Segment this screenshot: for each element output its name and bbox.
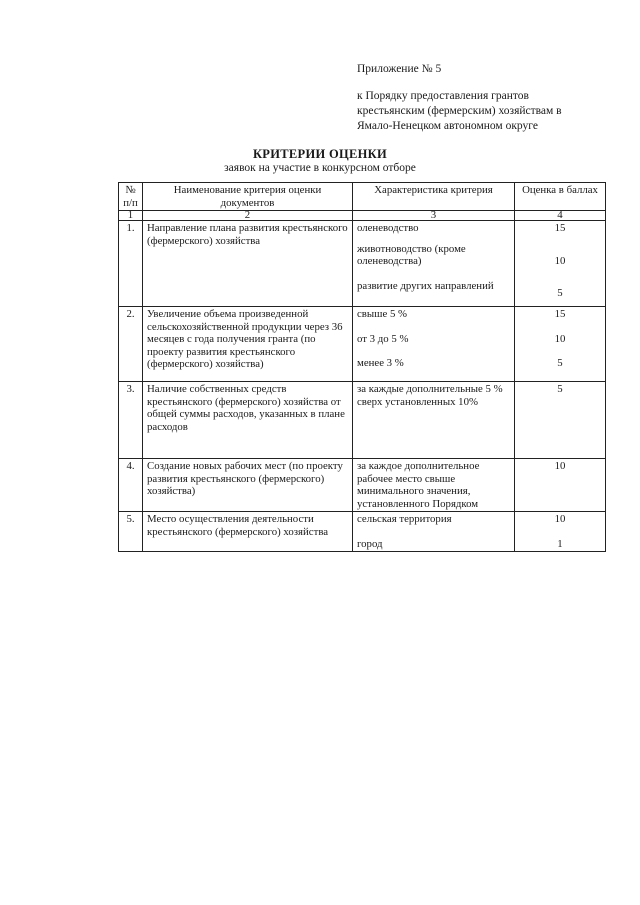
characteristic-item: животноводство (кроме оленеводства): [357, 242, 466, 267]
header-criterion-characteristic: Характеристика критерия: [353, 183, 515, 211]
table-row: [119, 221, 606, 307]
table-row: [119, 382, 606, 459]
score-value: 5: [557, 287, 563, 299]
criterion-score: [515, 382, 606, 459]
score-value: 10: [554, 513, 566, 525]
document-title: КРИТЕРИИ ОЦЕНКИ: [252, 147, 388, 161]
column-number: 3: [353, 211, 515, 221]
appendix-reference: [357, 89, 562, 134]
column-number: 4: [515, 211, 606, 221]
table-row: [119, 459, 606, 512]
score-value: 10: [554, 254, 566, 267]
appendix-ref-line: к Порядку предоставления грантов: [357, 90, 529, 102]
criterion-characteristic: [353, 382, 515, 459]
criterion-score: [515, 221, 606, 307]
row-number: 4.: [119, 459, 143, 512]
appendix-block: [357, 62, 562, 134]
characteristic-item: город: [357, 537, 383, 550]
appendix-ref-line: Ямало-Ненецком автономном округе: [357, 120, 538, 132]
header-number: № п/п: [119, 183, 143, 211]
appendix-number: Приложение № 5: [357, 63, 442, 75]
characteristic-item: развитие других направлений: [357, 279, 494, 292]
criterion-name: Место осуществления деятельности крестьянского (фермерского) хозяйства: [143, 512, 353, 552]
score-value: 5: [557, 383, 563, 395]
document-subtitle: заявок на участие в конкурсном отборе: [224, 162, 416, 174]
table-row: [119, 512, 606, 552]
criterion-characteristic: [353, 512, 515, 552]
table-header-row: [119, 183, 606, 211]
criterion-name: Направление плана развития крестьянского (фермерского) хозяйства: [143, 221, 353, 307]
characteristic-item: сельская территория: [357, 513, 452, 525]
row-number: 1.: [119, 221, 143, 307]
characteristic-item: от 3 до 5 %: [357, 332, 409, 345]
score-value: 1: [557, 537, 563, 550]
criterion-characteristic: [353, 221, 515, 307]
characteristic-item: за каждое дополнительное рабочее место свыше минимального значения, установленного Порядком: [357, 460, 480, 510]
criterion-score: [515, 307, 606, 382]
header-score: Оценка в баллах: [515, 183, 606, 211]
header-criterion-name: Наименование критерия оценки документов: [143, 183, 353, 211]
row-number: 2.: [119, 307, 143, 382]
criterion-characteristic: [353, 307, 515, 382]
criterion-characteristic: [353, 459, 515, 512]
criterion-name: Увеличение объема произведенной сельскохозяйственной продукции через 36 месяцев с года получения гранта (по проекту развития крестьянского (фермерского) хозяйства): [143, 307, 353, 382]
characteristic-item: за каждые дополнительные 5 % сверх установленных 10%: [357, 383, 503, 408]
column-number: 2: [143, 211, 353, 221]
table-row: [119, 307, 606, 382]
row-number: 3.: [119, 382, 143, 459]
appendix-ref-line: крестьянским (фермерским) хозяйствам в: [357, 105, 562, 117]
criterion-score: [515, 512, 606, 552]
row-number: 5.: [119, 512, 143, 552]
criterion-score: [515, 459, 606, 512]
criterion-name: Создание новых рабочих мест (по проекту развития крестьянского (фермерского) хозяйства): [143, 459, 353, 512]
score-value: 15: [554, 308, 566, 320]
score-value: 10: [554, 332, 566, 345]
characteristic-item: менее 3 %: [357, 357, 404, 369]
column-number: 1: [119, 211, 143, 221]
score-value: 5: [557, 357, 563, 369]
score-value: 10: [554, 460, 566, 472]
criteria-table: [118, 182, 606, 552]
characteristic-item: оленеводство: [357, 222, 419, 234]
criterion-name: Наличие собственных средств крестьянского (фермерского) хозяйства от общей суммы расходов, указанных в плане расходов: [143, 382, 353, 459]
score-value: 15: [554, 222, 566, 234]
characteristic-item: свыше 5 %: [357, 308, 408, 320]
column-number-row: [119, 211, 606, 221]
